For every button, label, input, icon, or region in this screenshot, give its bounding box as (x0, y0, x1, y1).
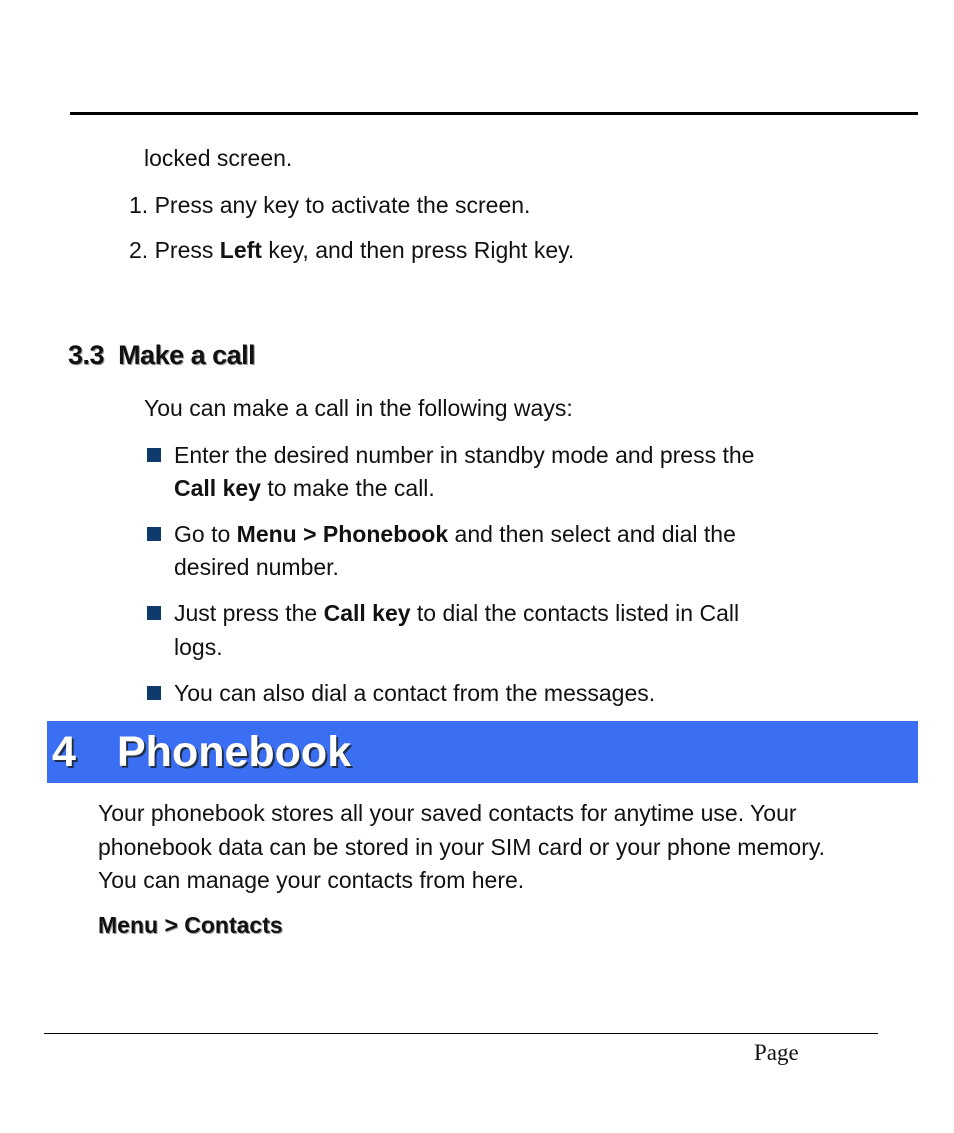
section-title: Make a call (118, 340, 256, 370)
continued-text: locked screen. (144, 145, 293, 171)
bullet-2-text-pre: Go to (174, 521, 237, 547)
call-key-term: Call key (174, 475, 261, 501)
square-bullet-icon (147, 448, 161, 462)
bullet-3-text-post: to dial the contacts listed in Call (410, 600, 740, 626)
square-bullet-icon (147, 527, 161, 541)
chapter-body-line-3: You can manage your contacts from here. (98, 867, 525, 893)
bullet-2-text-post: and then select and dial the (448, 521, 736, 547)
footer-rule (44, 1033, 878, 1034)
section-number: 3.3 (68, 340, 105, 370)
square-bullet-icon (147, 606, 161, 620)
bullet-2-line-2: desired number. (174, 554, 339, 580)
step-text-pre: Press (154, 237, 220, 263)
step-2 (129, 233, 574, 267)
step-text: Press any key to activate the screen. (154, 192, 531, 218)
bullet-1-line-1: Enter the desired number in standby mode and press the (174, 442, 755, 468)
chapter-number: 4 (52, 728, 76, 776)
call-key-term: Call key (323, 600, 411, 626)
chapter-body-line-2: phonebook data can be stored in your SIM card or your phone memory. (98, 834, 826, 860)
step-number: 1. (129, 192, 149, 218)
section-intro: You can make a call in the following ways: (144, 395, 573, 421)
bullet-3-line-2: logs. (174, 634, 223, 660)
square-bullet-icon (147, 686, 161, 700)
bullet-3-text-pre: Just press the (174, 600, 324, 626)
bullet-4-line-1: You can also dial a contact from the messages. (174, 680, 656, 706)
bullet-2-line-1 (174, 517, 736, 551)
menu-path: Menu > Contacts (98, 912, 283, 938)
step-1 (129, 188, 530, 222)
header-rule (70, 112, 918, 115)
step-key-left: Left (219, 237, 262, 263)
section-heading (68, 340, 255, 371)
step-text-post: key, and then press Right key. (261, 237, 575, 263)
page-label: Page (754, 1040, 799, 1065)
bullet-1-line-2 (174, 471, 435, 505)
chapter-title: Phonebook (117, 728, 352, 776)
bullet-3-line-1 (174, 596, 739, 630)
chapter-heading-bar (47, 721, 918, 783)
step-number: 2. (129, 237, 149, 263)
chapter-body-line-1: Your phonebook stores all your saved contacts for anytime use. Your (98, 800, 797, 826)
menu-phonebook-term: Menu > Phonebook (236, 521, 449, 547)
bullet-1-line-2-text: to make the call. (260, 475, 435, 501)
